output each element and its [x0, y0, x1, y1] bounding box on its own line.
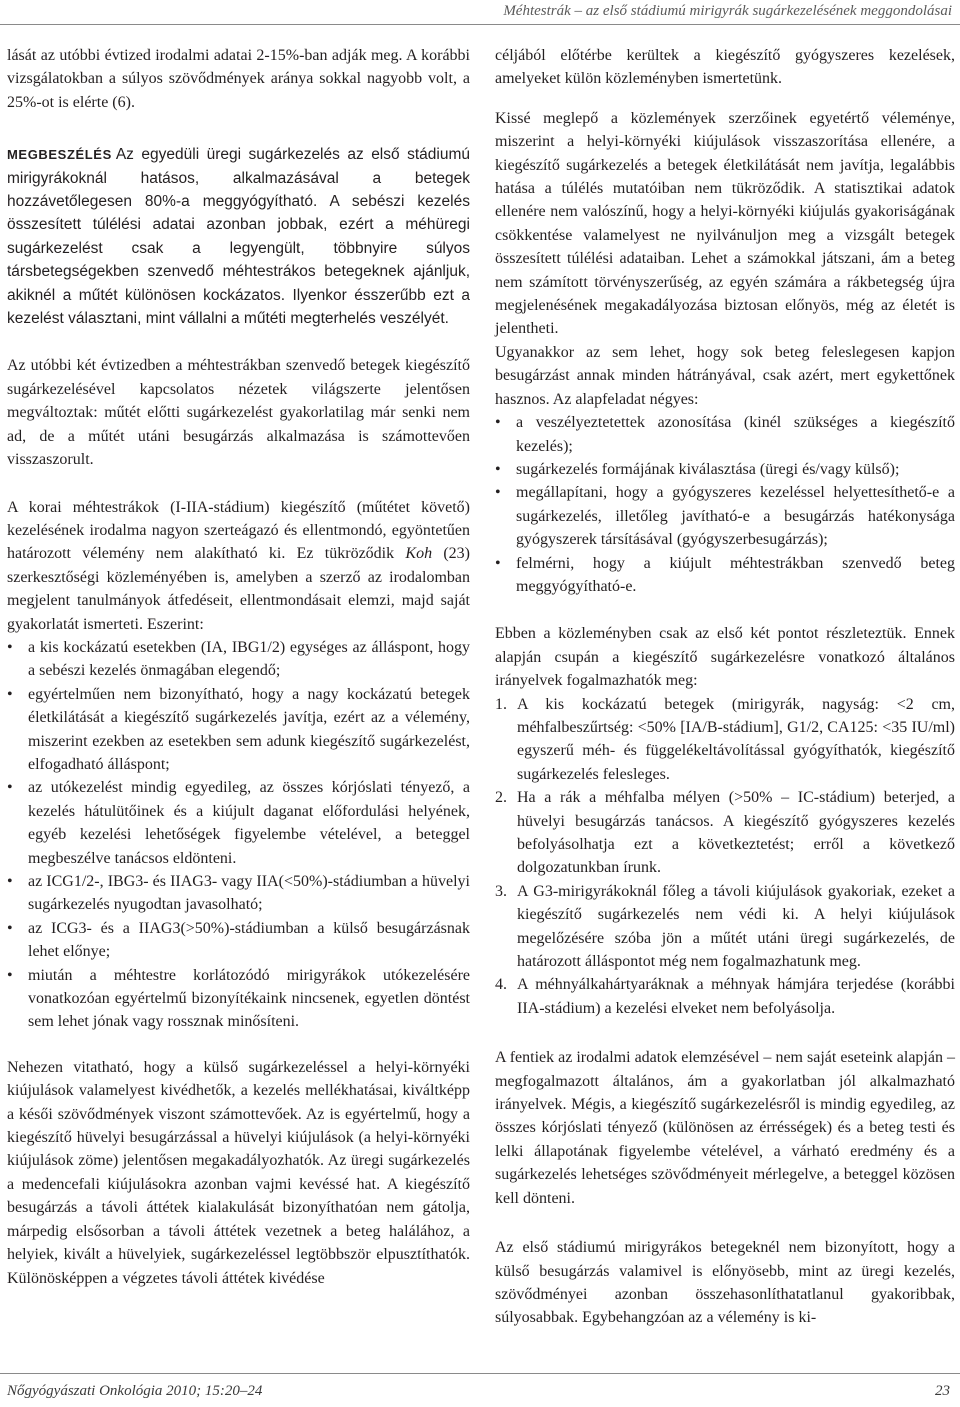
koh-author: Koh: [405, 545, 433, 563]
koh-text-before: A korai méhtestrákok (I-IIA-stádium) kiegészítő (műtétet követő) kezelésének irodalma nagyon szerteágazó és ellentmondó, egyöntetűen határozott vélemény nem alakítható ki. Ez tükröződik: [7, 498, 470, 563]
task-bullet-list: [495, 411, 955, 598]
list-number: 2.: [495, 789, 507, 807]
first-stage-paragraph: Az első stádiumú mirigyrákos betegeknél nem bizonyított, hogy a külső besugárzás valamivel is előnyösebb, mint az üregi kezelés, szövődményei azonban összehasonlíthatatlanul gyakoribbak, súlyosabbak. Egybehangzóan az a vélemény is ki-: [495, 1239, 955, 1327]
list-item: • az ICG3- és a IIAG3(>50%)-stádiumban a külső besugárzásnak lehet előnye;: [7, 917, 470, 964]
header-rule: [0, 24, 960, 25]
list-item: 3. A G3-mirigyrákoknál főleg a távoli kiújulások gyakoriak, ezeket a kiegészítő sugárkezelés nem védi ki. A helyi kiújulások megelőzésére szóba jön a műtét utáni üregi sugárkezelés, de határozott álláspontot még nem fogalmazhatunk meg.: [495, 880, 955, 974]
list-item: • megállapítani, hogy a gyógyszeres kezeléssel helyettesíthető-e a sugárkezelés, illetőleg javítható-e a besugárzás hatékonysága gyógyszerek társításával (gyógyszerbesugárzás);: [495, 481, 955, 551]
page-number: 23: [935, 1383, 950, 1399]
discussion-heading: MEGBESZÉLÉS: [7, 147, 112, 163]
koh-text-after: (23) szerkesztőségi közleményében is, amelyben a szerző az irodalomban megjelent tanulmányok átfedéseit, ellentmondásait elemzi, majd saját gyakorlatát ismerteti. Eszerint:: [7, 545, 471, 633]
surprising-paragraph: Kissé meglepő a közlemények szerzőinek egyetértő véleménye, miszerint a helyi-környéki kiújulások visszaszorítása ellenére, a kiegészítő sugárkezelés a betegek életkilátását nem javítja, legalábbis hatása a túlélés mutatóiban nem tükröződik. A statisztikai adatok ellenére nem valószínű, hogy a helyi-környéki kiújulás gyakoriságának csökkentése valamelyest ne nyilvánuljon meg a vizsgált betegek összesített túlélési adataiban. Lehet a számokkal játszani, ám a beteg nem számított törvényszerűség, az egyén számára a rákbetegség újra megjelenésének megakadályozása biztosan előnyös, még az életét is jelentheti.: [495, 109, 955, 338]
list-item: • az utókezelést mindig egyedileg, az összes kórjóslati tényező, a kezelés hátulütőinek és a kiújult daganat előfordulási helyének, egyéb kezelési lehetőségek figyelembe vételével, a beteggel megbeszélve tanácsos eldönteni.: [7, 776, 470, 870]
list-item: • felmérni, hogy a kiújult méhtestrákban szenvedő beteg meggyógyítható-e.: [495, 552, 955, 599]
list-item: 1. A kis kockázatú betegek (mirigyrák, nagyság: <2 cm, méhfalbeszűrtség: <50% [IA/B-stádium], G1/2, CA125: <35 IU/ml) egyszerű méh- és függelékeltávolítással gyógyíthatók, kiegészítő sugárkezelés felesleges.: [495, 693, 955, 787]
koh-paragraph: [7, 496, 470, 636]
list-item: • a kis kockázatú esetekben (IA, IBG1/2) egységes az álláspont, hogy a sebészi kezelés önmagában elegendő;: [7, 636, 470, 683]
right-column: [495, 44, 955, 1330]
two-decades-paragraph: Az utóbbi két évtizedben a méhtestrákban szenvedő betegek kiegészítő sugárkezelésével kapcsolatos nézetek világszerte jelentősen megváltoztak: műtét előtti sugárkezelést gyakorlatilag már senki nem ad, de a műtét utáni besugárzás alkalmazása is számottevően visszaszorult.: [7, 357, 470, 469]
list-item: • sugárkezelés formájának kiválasztása (üregi és/vagy külső);: [495, 458, 955, 481]
list-item: 4. A méhnyálkahártyaráknak a méhnyak hámjára terjedése (korábbi IIA-stádium) a kezelési elveket nem befolyásolja.: [495, 973, 955, 1020]
first-two-points-paragraph: Ebben a közleményben csak az első két pontot részleteztük. Ennek alapján csupán a kiegészítő sugárkezelésre vonatkozó általános irányelvek fogalmazhatók meg:: [495, 625, 955, 690]
running-title: Méhtestrák – az első stádiumú mirigyrák sugárkezelésének meggondolásai: [503, 3, 952, 19]
discussion-text: Az egyedüli üregi sugárkezelés az első stádiumú mirigyrákoknál hatásos, alkalmazásával a betegek hozzávetőlegesen 80%-a meggyógyítható. A sebészi kezelés összesített túlélési adatai azonban jobbak, ezért a méhüregi sugárkezelést csak a legyengült, többnyire súlyos társbetegségekben szenvedő méhtestrákos betegeknek ajánljuk, akiknél a műtét különösen kockázatos. Ilyenkor ésszerűbb ezt a kezelést választani, mint vállalni a műtéti megterhelés veszélyét.: [7, 146, 470, 328]
conclusion-paragraph: A fentiek az irodalmi adatok elemzésével – nem saját eseteink alapján – megfogalmazott általános, ám a gyakorlatban jól alkalmazható irányelvek. Mégis, a kiegészítő sugárkezelésről is mindig egyedileg, az összes kórjóslati tényező (különösen az érrésségek) és a beteg testi és lelki állapotának figyelembe vételével, a várható eredmény és a sugárkezelés lehetséges szövődményeit mérlegelve, a beteggel közösen kell dönteni.: [495, 1049, 955, 1207]
journal-citation: Nőgyógyászati Onkológia 2010; 15:20–24: [7, 1383, 263, 1399]
list-item: • egyértelműen nem bizonyítható, hogy a nagy kockázatú betegek életkilátását a kiegészítő sugárkezelés javítja, ezért az a vélemény, miszerint ezekben az esetekben sem adunk kiegészítő sugárkezelést, elfogadható álláspont;: [7, 683, 470, 777]
guidelines-list: [495, 693, 955, 1021]
intro-paragraph: lását az utóbbi évtized irodalmi adatai 2-15%-ban adják meg. A korábbi vizsgálatokban a súlyos szövődmények aránya sokkal nagyobb volt, a 25%-ot is elérte (6).: [7, 47, 470, 111]
list-number: 4.: [495, 976, 507, 994]
list-number: 3.: [495, 882, 507, 900]
left-column: [7, 44, 470, 1290]
list-item: • miután a méhtestre korlátozódó mirigyrákok utókezelésére vonatkozóan egyértelmű bizonyítékaink nincsenek, egyetlen döntést sem lehet jónak vagy rossznak minősíteni.: [7, 964, 470, 1034]
discussion-paragraph: [7, 143, 470, 330]
list-item: 2. Ha a rák a méhfalba mélyen (>50% – IC-stádium) beterjed, a hüvelyi besugárzás tanácsos. A kiegészítő gyógyszeres kezelés befolyásolhatja ezt a következtetést; erről a következő dolgozatunkban írunk.: [495, 786, 955, 880]
list-item: • a veszélyeztetettek azonosítása (kinél szükséges a kiegészítő kezelés);: [495, 411, 955, 458]
list-item: • az ICG1/2-, IBG3- és IIAG3- vagy IIA(<50%)-stádiumban a hüvelyi sugárkezelés nyugodtan javasolható;: [7, 870, 470, 917]
footer-rule: [0, 1373, 960, 1374]
koh-bullet-list: [7, 636, 470, 1034]
list-number: 1.: [495, 695, 507, 713]
external-radiation-paragraph: Nehezen vitatható, hogy a külső sugárkezeléssel a helyi-környéki kiújulások valamelyest kivédhetők, a kezelés mellékhatásai, kiváltképp a késői szövődmények viszont számottevőek. Az is egyértelmű, hogy a kiegészítő hüvelyi besugárzással a hüvelyi kiújulások (a helyi-környéki kiújulások zöme) jelentősen megakadályozhatók. Az üregi sugárkezelés a medencefali kiújulásokra azonban vajmi kevéssé hat. A kiegészítő besugárzás a távoli áttétek kialakulását bizonyíthatóan nem gátolja, márpedig elsősorban a távoli áttétek vezetnek a beteg halálához, a helyiek, kivált a hüvelyiek, sugárkezeléssel legtöbbször elpusztíthatók. Különösképpen a végzetes távoli áttétek kivédése: [7, 1058, 470, 1287]
however-paragraph: Ugyanakkor az sem lehet, hogy sok beteg feleslegesen kapjon besugárzást annak minden hátrányával, csak azért, mert egykettőnek hasznos. Az alapfeladat négyes:: [495, 343, 955, 408]
continuation-paragraph: céljából előtérbe kerültek a kiegészítő gyógyszeres kezelések, amelyeket külön közleményben ismertetünk.: [495, 47, 955, 88]
